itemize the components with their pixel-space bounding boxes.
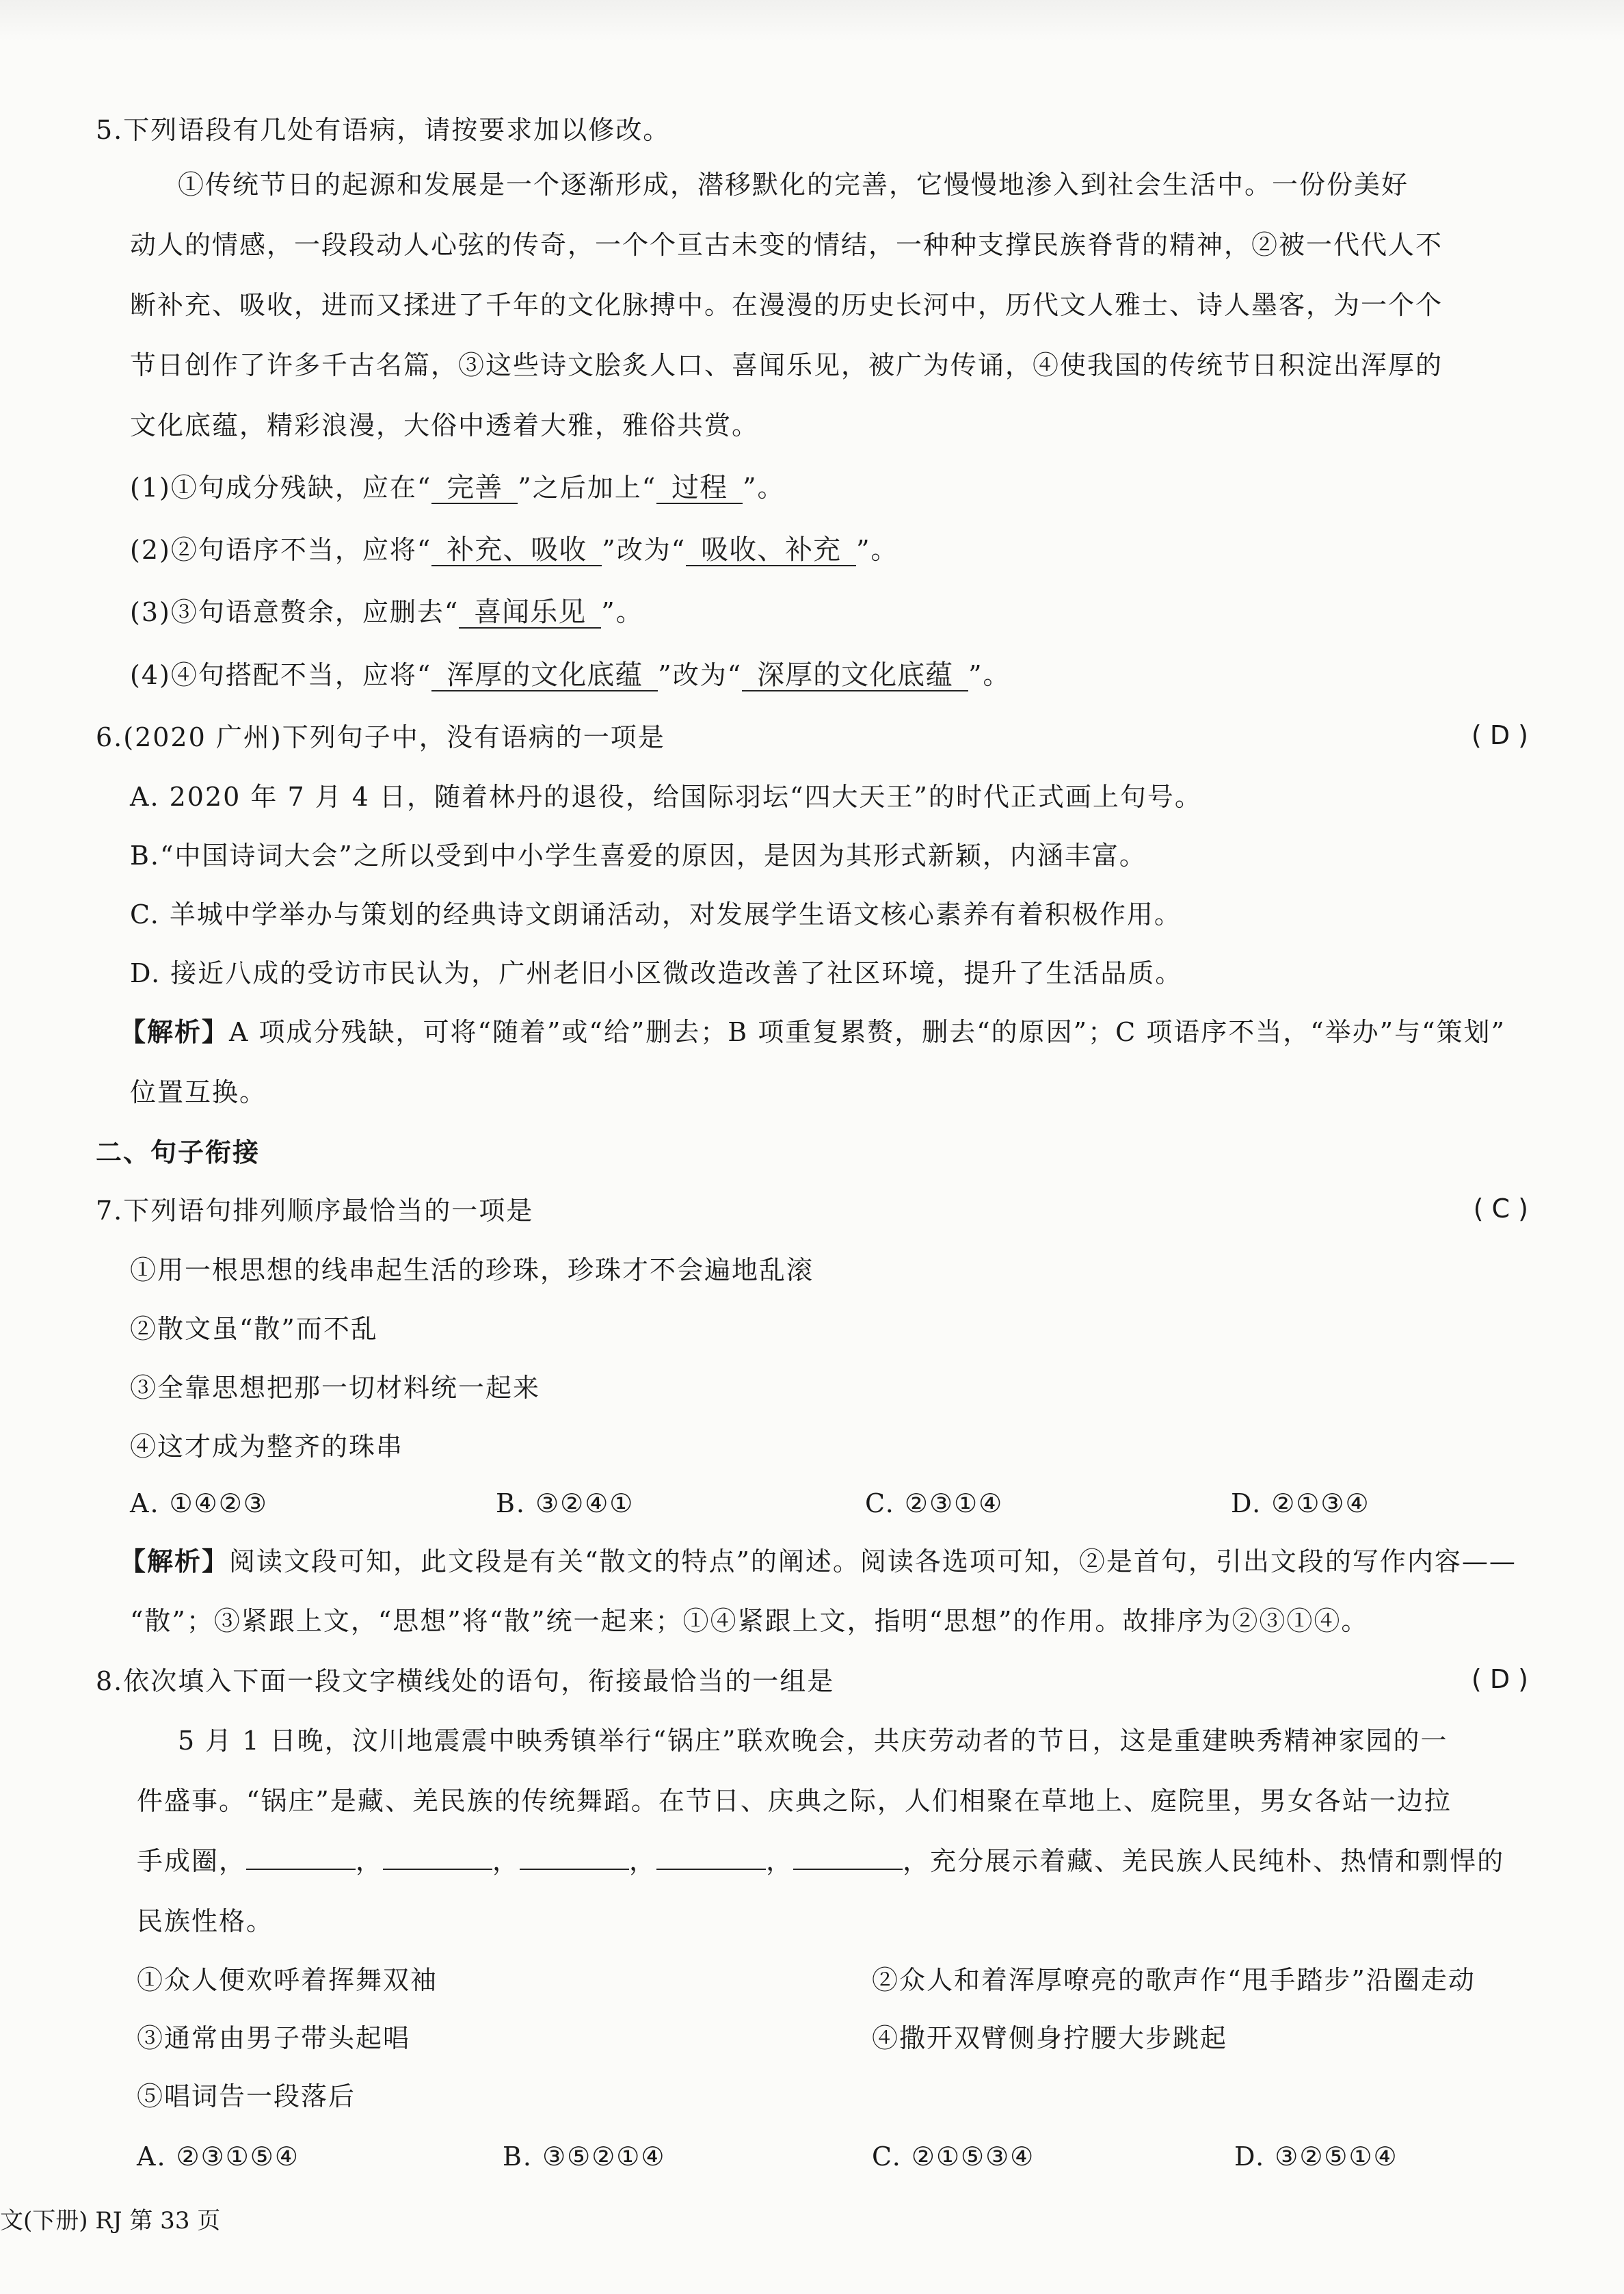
q5-sub2-pre: (2)②句语序不当，应将“ <box>130 535 432 565</box>
q7-analysis-line-2: “散”；③紧跟上文，“思想”将“散”统一起来；①④紧跟上文，指明“思想”的作用。故排序为②③①④。 <box>130 1606 1369 1636</box>
q5-sub2-answer-1: 补充、吸收 <box>431 535 602 566</box>
q7-item-1: ①用一根思想的线串起生活的珍珠，珍珠才不会遍地乱滚 <box>130 1255 814 1285</box>
q7-stem: 7.下列语句排列顺序最恰当的一项是 <box>96 1196 534 1226</box>
q5-sub1-pre: (1)①句成分残缺，应在“ <box>130 473 432 503</box>
q6-analysis-line-1 <box>120 1015 1506 1049</box>
q6-analysis-line-2: 位置互换。 <box>130 1077 267 1107</box>
q7-option-c: C. ②③①④ <box>865 1488 1004 1518</box>
q8-blank-2[interactable] <box>383 1848 492 1870</box>
q5-sub2-answer-2: 吸收、补充 <box>686 535 856 566</box>
q6-stem: 6.(2020 广州)下列句子中，没有语病的一项是 <box>96 722 665 752</box>
q5-sub3-answer-1: 喜闻乐见 <box>459 597 601 629</box>
q5-sub3-pre: (3)③句语意赘余，应删去“ <box>130 597 460 627</box>
q6-analysis-text-1: A 项成分残缺，可将“随着”或“给”删去；B 项重复累赘，删去“的原因”；C 项语序不当，“举办”与“策划” <box>229 1017 1506 1047</box>
q8-option-b: B. ③⑤②①④ <box>503 2141 666 2172</box>
q5-sub2 <box>130 533 898 567</box>
q8-option-a: A. ②③①⑤④ <box>137 2141 299 2172</box>
q5-para-line-2: 动人的情感，一段段动人心弦的传奇，一个个亘古未变的情结，一种种支撑民族脊背的精神，②被一代代人不 <box>130 230 1443 260</box>
q7-analysis-tag: 【解析】 <box>120 1546 230 1577</box>
q5-sub2-mid: ”改为“ <box>602 535 687 565</box>
q6-option-d: D. 接近八成的受访市民认为，广州老旧小区微改造改善了社区环境，提升了生活品质。 <box>130 958 1183 988</box>
q5-para-line-3: 断补充、吸收，进而又揉进了千年的文化脉搏中。在漫漫的历史长河中，历代文人雅士、诗人墨客，为一个个 <box>130 290 1443 320</box>
q6-analysis-tag: 【解析】 <box>120 1016 230 1047</box>
q7-answer: ( C ) <box>1473 1194 1528 1224</box>
q7-analysis-text-1: 阅读文段可知，此文段是有关“散文的特点”的阐述。阅读各选项可知，②是首句，引出文段的写作内容—— <box>229 1546 1517 1577</box>
q5-sub3 <box>130 595 643 629</box>
q8-item-4: ④撒开双臂侧身拧腰大步跳起 <box>872 2023 1228 2053</box>
q7-item-3: ③全靠思想把那一切材料统一起来 <box>130 1373 541 1403</box>
q7-analysis-line-1 <box>120 1544 1517 1579</box>
q5-sub1-answer-2: 过程 <box>656 473 743 504</box>
q5-sub4 <box>130 658 1011 692</box>
q8-item-5: ⑤唱词告一段落后 <box>137 2081 356 2111</box>
q8-item-3: ③通常由男子带头起唱 <box>137 2023 411 2053</box>
q5-sub2-post: ”。 <box>856 535 898 565</box>
q7-option-d: D. ②①③④ <box>1231 1488 1370 1518</box>
q8-para-line-2: 件盛事。“锅庄”是藏、羌民族的传统舞蹈。在节日、庆典之际，人们相聚在草地上、庭院里，男女各站一边拉 <box>137 1786 1452 1816</box>
q5-sub1-post: ”。 <box>743 473 785 503</box>
q8-blank-3[interactable] <box>520 1848 629 1870</box>
q7-option-a: A. ①④②③ <box>130 1488 268 1518</box>
q5-sub1-mid: ”之后加上“ <box>518 473 657 503</box>
q5-sub4-answer-1: 浑厚的文化底蕴 <box>431 660 658 691</box>
q5-para-line-1: ①传统节日的起源和发展是一个逐渐形成，潜移默化的完善，它慢慢地渗入到社会生活中。一份份美好 <box>178 170 1409 200</box>
q6-option-b: B.“中国诗词大会”之所以受到中小学生喜爱的原因，是因为其形式新颖，内涵丰富。 <box>130 841 1147 871</box>
scan-shadow <box>0 0 1624 41</box>
q5-para-line-4: 节日创作了许多千古名篇，③这些诗文脍炙人口、喜闻乐见，被广为传诵，④使我国的传统节日积淀出浑厚的 <box>130 350 1443 380</box>
q8-stem: 8.依次填入下面一段文字横线处的语句，衔接最恰当的一组是 <box>96 1666 835 1696</box>
q8-para-line-1: 5 月 1 日晚，汶川地震震中映秀镇举行“锅庄”联欢晚会，共庆劳动者的节日，这是重建映秀精神家园的一 <box>178 1726 1448 1756</box>
q8-para-line-3-post: ，充分展示着藏、羌民族人民纯朴、热情和剽悍的 <box>903 1846 1505 1876</box>
q8-item-2: ②众人和着浑厚嘹亮的歌声作“甩手踏步”沿圈走动 <box>872 1965 1476 1995</box>
q5-sub4-mid: ”改为“ <box>658 660 743 690</box>
q6-option-c: C. 羊城中学举办与策划的经典诗文朗诵活动，对发展学生语文核心素养有着积极作用。 <box>130 899 1182 930</box>
q5-stem: 5.下列语段有几处有语病，请按要求加以修改。 <box>96 115 671 145</box>
q5-sub4-post: ”。 <box>968 660 1011 690</box>
q5-para-line-5: 文化底蕴，精彩浪漫，大俗中透着大雅，雅俗共赏。 <box>130 410 760 440</box>
q8-option-d: D. ③②⑤①④ <box>1234 2141 1398 2172</box>
page-footer: 文(下册) RJ 第 33 页 <box>0 2207 221 2234</box>
q8-option-c: C. ②①⑤③④ <box>872 2141 1035 2172</box>
q8-para-line-3: 手成圈， ， ， ， ， ，充分展示着藏、羌民族人民纯朴、热情和剽悍的 <box>137 1846 1505 1876</box>
q6-answer: ( D ) <box>1471 720 1528 750</box>
q8-blank-4[interactable] <box>656 1848 766 1870</box>
q5-sub3-post: ”。 <box>601 597 643 627</box>
q7-option-b: B. ③②④① <box>496 1488 635 1518</box>
q8-blank-1[interactable] <box>246 1848 356 1870</box>
q5-sub4-answer-2: 深厚的文化底蕴 <box>742 660 968 691</box>
q6-option-a: A. 2020 年 7 月 4 日，随着林丹的退役，给国际羽坛“四大天王”的时代正式画上句号。 <box>130 782 1202 812</box>
q5-sub1-answer-1: 完善 <box>431 473 518 504</box>
q8-blank-5[interactable] <box>793 1848 903 1870</box>
q5-sub4-pre: (4)④句搭配不当，应将“ <box>130 660 432 690</box>
q8-answer: ( D ) <box>1471 1664 1528 1694</box>
q7-item-2: ②散文虽“散”而不乱 <box>130 1314 378 1344</box>
q7-item-4: ④这才成为整齐的珠串 <box>130 1432 404 1462</box>
q5-sub1 <box>130 471 785 505</box>
q8-para-line-4: 民族性格。 <box>137 1906 274 1936</box>
q8-para-line-3-pre: 手成圈， <box>137 1846 247 1876</box>
q8-item-1: ①众人便欢呼着挥舞双袖 <box>137 1965 438 1995</box>
section-heading: 二、句子衔接 <box>96 1137 261 1168</box>
